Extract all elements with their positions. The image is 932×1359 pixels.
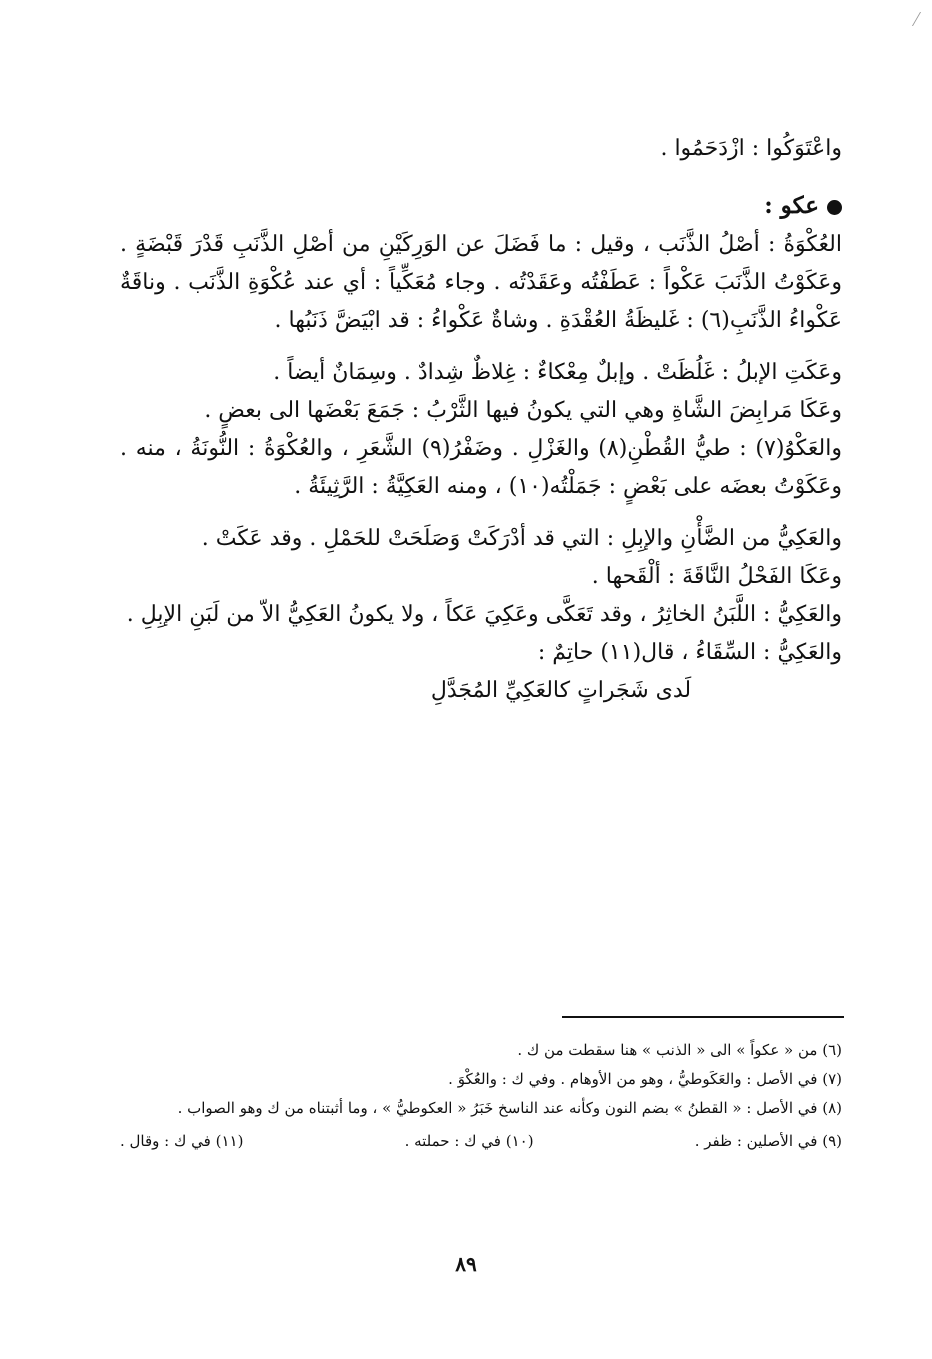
footnotes <box>120 1036 842 1156</box>
footnote-9: (٩) في الأصلين : ظفر . <box>694 1132 842 1150</box>
paragraph-6: وعَكَا الفَحْلُ النَّاقَةَ : ألْقَحها . <box>591 564 842 589</box>
intro-line: واعْتَوَكُوا : ازْدَحَمُوا . <box>660 136 842 161</box>
paragraph-3: وعَكَا مَرابِضَ الشَّاةِ وهي التي يكونُ فيها الثَّرْبُ : جَمَعَ بَعْضَها الى بعضٍ . <box>204 398 842 423</box>
footnote-7: (٧) في الأصل : والعَكَوطيُّ ، وهو من الأوهام . وفي ك : والعُكْوَ . <box>448 1070 842 1088</box>
paragraph-1: العُكْوَةُ : أصْلُ الذَّنَب ، وقيل : ما فَضَلَ عن الوَرِكَيْنِ من أصْلِ الذَّنَبِ قَدْرَ قَبْضَةٍ . وعَكَوْتُ الذَّنَبَ عَكْواً : عَطَفْتُه وعَقَدْتُه . وجاء مُعَكِّياً : أي عند عُكْوَةِ الذَّنَب . وناقَةٌ عَكْواءُ الذَّنَبِ(٦) : غَليظَةُ العُقْدَةِ . وشاةٌ عَكْواءُ : قد ابْيَضَّ ذَنَبُها . <box>120 232 842 333</box>
footnote-11: (١١) في ك : وقال . <box>120 1132 244 1150</box>
footnote-8: (٨) في الأصل : « القطنُ » بضم النون وكأنه عند الناسخ خَبَرُ « العكوطيُّ » ، وما أثبتناه من ك وهو الصواب . <box>177 1099 842 1117</box>
bullet-icon <box>827 200 842 215</box>
paragraph-8: والعَكِيُّ : السِّقَاءُ ، قال(١١) حاتِمٌ : <box>537 640 842 665</box>
footnote-row-last <box>120 1127 842 1156</box>
footnote-10: (١٠) في ك : حملته . <box>404 1132 534 1150</box>
corner-mark <box>912 12 931 26</box>
verse-line: لَدى شَجَراتٍ كالعَكِيِّ المُجَدَّلِ <box>430 678 692 703</box>
footnote-divider <box>562 1016 844 1018</box>
paragraph-5: والعَكِيُّ من الضَّأْنِ والإبِلِ : التي قد أدْرَكَتْ وَصَلَحَتْ للحَمْلِ . وقد عَكَتْ . <box>201 526 842 551</box>
paragraph-2: وعَكَتِ الإبلُ : غَلُظَتْ . وإبلٌ مِعْكاءٌ : غِلاظٌ شِدادٌ . وسِمَانٌ أيضاً . <box>273 360 842 385</box>
paragraph-7: والعَكِيُّ : اللَّبَنُ الخاثِرُ ، وقد تَعَكَّى وعَكِيَ عَكاً ، ولا يكونُ العَكِيُّ الاّ من لَبَنِ الإبِلِ . <box>126 602 842 627</box>
page-number: ٨٩ <box>455 1252 477 1276</box>
entry-heading <box>120 186 842 226</box>
entry-title: عكو : <box>764 192 819 219</box>
main-text <box>120 130 842 710</box>
paragraph-4: والعَكْوُ(٧) : طيُّ القُطْنِ(٨) والغَزْلِ . وضَفْرُ(٩) الشَّعَرِ ، والعُكْوَةُ : النُّونَةُ ، منه . وعَكَوْتُ بعضَه على بَعْضٍ : جَمَلْتُه(١٠) ، ومنه العَكِيَّةُ : الرَّثِيئَةُ . <box>120 436 842 499</box>
footnote-6: (٦) من « عكواً » الى « الذنب » هنا سقطت من ك . <box>517 1041 842 1059</box>
